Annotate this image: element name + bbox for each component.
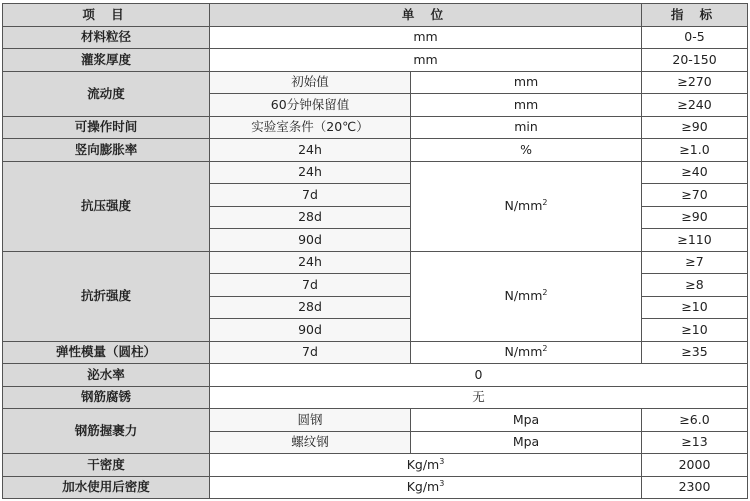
value-cell: ≥240 xyxy=(642,94,748,117)
age-cell: 7d xyxy=(210,274,411,297)
value-cell: 0 xyxy=(210,364,748,387)
unit-cell xyxy=(411,251,642,341)
unit-base: N/mm xyxy=(504,198,543,214)
table-row xyxy=(3,26,748,49)
unit-cell: mm xyxy=(411,71,642,94)
age-cell: 90d xyxy=(210,229,411,252)
condition-cell: 7d xyxy=(210,341,411,364)
value-cell: ≥110 xyxy=(642,229,748,252)
age-cell: 28d xyxy=(210,206,411,229)
value-cell: ≥1.0 xyxy=(642,139,748,162)
unit-base: N/mm xyxy=(504,288,543,304)
spec-table xyxy=(2,3,748,499)
table-row xyxy=(3,161,748,184)
unit-cell xyxy=(210,454,642,477)
table-row xyxy=(3,364,748,387)
age-cell: 24h xyxy=(210,161,411,184)
unit-cell: min xyxy=(411,116,642,139)
header-item: 项 目 xyxy=(3,4,210,27)
value-cell: ≥40 xyxy=(642,161,748,184)
condition-cell: 初始值 xyxy=(210,71,411,94)
table-row xyxy=(3,116,748,139)
value-cell: ≥7 xyxy=(642,251,748,274)
unit-cell xyxy=(411,161,642,251)
row-label: 弹性模量（圆柱） xyxy=(3,341,210,364)
age-cell: 28d xyxy=(210,296,411,319)
value-cell: ≥8 xyxy=(642,274,748,297)
table-row xyxy=(3,139,748,162)
unit-cell xyxy=(411,341,642,364)
condition-cell: 圆钢 xyxy=(210,409,411,432)
table-row xyxy=(3,454,748,477)
value-cell: ≥90 xyxy=(642,206,748,229)
table-row xyxy=(3,71,748,94)
value-cell: 2300 xyxy=(642,476,748,499)
condition-cell: 60分钟保留值 xyxy=(210,94,411,117)
value-cell: ≥6.0 xyxy=(642,409,748,432)
row-label: 竖向膨胀率 xyxy=(3,139,210,162)
unit-cell: Mpa xyxy=(411,431,642,454)
table-header-row xyxy=(3,4,748,27)
value-cell: ≥90 xyxy=(642,116,748,139)
row-label: 钢筋腐锈 xyxy=(3,386,210,409)
age-cell: 24h xyxy=(210,251,411,274)
value-cell: ≥70 xyxy=(642,184,748,207)
value-cell: ≥270 xyxy=(642,71,748,94)
value-cell: 无 xyxy=(210,386,748,409)
table-row xyxy=(3,476,748,499)
unit-base: Kg/m xyxy=(406,479,440,495)
value-cell: ≥10 xyxy=(642,296,748,319)
age-cell: 7d xyxy=(210,184,411,207)
value-cell: 20-150 xyxy=(642,49,748,72)
row-label: 钢筋握裹力 xyxy=(3,409,210,454)
unit-base: Kg/m xyxy=(406,456,440,472)
unit-superscript: 2 xyxy=(542,197,548,207)
unit-superscript: 2 xyxy=(542,287,548,297)
row-label: 泌水率 xyxy=(3,364,210,387)
condition-cell: 实验室条件（20℃） xyxy=(210,116,411,139)
table-row xyxy=(3,409,748,432)
value-cell: ≥35 xyxy=(642,341,748,364)
unit-superscript: 2 xyxy=(542,344,548,354)
value-cell: ≥10 xyxy=(642,319,748,342)
unit-base: N/mm xyxy=(504,344,543,360)
table-row xyxy=(3,341,748,364)
unit-superscript: 3 xyxy=(439,479,445,489)
header-unit: 单 位 xyxy=(210,4,642,27)
header-index: 指 标 xyxy=(642,4,748,27)
unit-cell xyxy=(210,476,642,499)
table-row xyxy=(3,386,748,409)
row-label: 灌浆厚度 xyxy=(3,49,210,72)
row-label: 干密度 xyxy=(3,454,210,477)
value-cell: 0-5 xyxy=(642,26,748,49)
condition-cell: 螺纹钢 xyxy=(210,431,411,454)
value-cell: ≥13 xyxy=(642,431,748,454)
unit-cell: % xyxy=(411,139,642,162)
unit-cell: Mpa xyxy=(411,409,642,432)
table-row xyxy=(3,251,748,274)
unit-cell: mm xyxy=(411,94,642,117)
unit-cell: mm xyxy=(210,26,642,49)
row-label: 材料粒径 xyxy=(3,26,210,49)
unit-cell: mm xyxy=(210,49,642,72)
row-label: 加水使用后密度 xyxy=(3,476,210,499)
condition-cell: 24h xyxy=(210,139,411,162)
row-label: 抗折强度 xyxy=(3,251,210,341)
table-row xyxy=(3,49,748,72)
age-cell: 90d xyxy=(210,319,411,342)
row-label: 流动度 xyxy=(3,71,210,116)
row-label: 可操作时间 xyxy=(3,116,210,139)
unit-superscript: 3 xyxy=(439,456,445,466)
row-label: 抗压强度 xyxy=(3,161,210,251)
value-cell: 2000 xyxy=(642,454,748,477)
